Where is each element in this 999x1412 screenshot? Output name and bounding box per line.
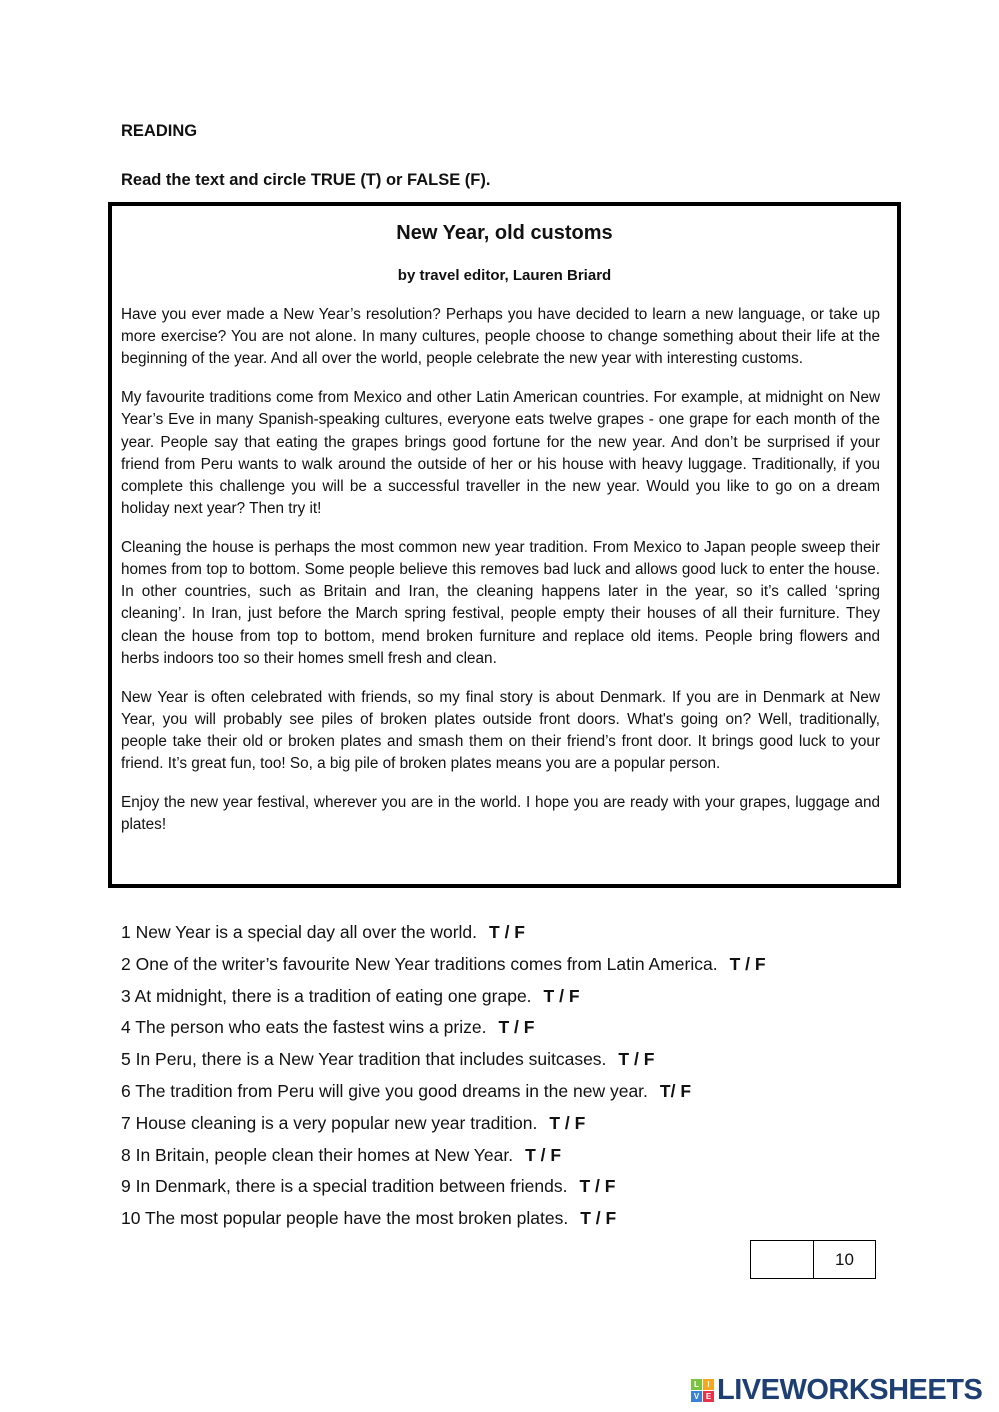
paragraph: Enjoy the new year festival, wherever you are in the world. I hope you are ready with your grapes, luggage and plates! [121,793,880,834]
question-text: 4 The person who eats the fastest wins a prize. [121,1017,487,1038]
true-false-choice[interactable]: T / F [543,985,580,1006]
true-false-choice[interactable]: T / F [729,953,766,974]
score-obtained [751,1241,814,1278]
question-item [121,952,766,984]
question-item [121,1143,766,1175]
question-text: 9 In Denmark, there is a special tradition between friends. [121,1176,568,1197]
question-text: 3 At midnight, there is a tradition of eating one grape. [121,985,532,1006]
question-list [121,920,766,1238]
question-item [121,984,766,1016]
question-text: 6 The tradition from Peru will give you good dreams in the new year. [121,1080,648,1101]
logo-tiles-icon: L I V E [691,1379,714,1402]
question-text: 1 New Year is a special day all over the world. [121,922,478,942]
article-box [108,202,901,888]
paragraph: My favourite traditions come from Mexico and other Latin American countries. For example, at midnight on New Year’s Eve in many Spanish-speaking cultures, everyone eats twelve grapes - one grape for each month of the year. People say that eating the grapes brings good fortune for the new year. And don’t be surprised if your friend from Peru wants to walk around the outside of her or his house with heavy luggage. Traditionally, if you complete this challenge you will be a successful traveller in the new year. Would you like to go on a dream holiday next year? Then try it! [121,389,880,518]
true-false-choice[interactable]: T / F [580,1208,617,1229]
paragraph: New Year is often celebrated with friends, so my final story is about Denmark. If you are in Denmark at New Year, you will probably see piles of broken plates outside front doors. What's going on? Well, traditionally, people take their old or broken plates and smash them on their friend’s front door. It brings good luck to your friend. It’s great fun, too! So, a big pile of broken plates means you are a popular person. [121,688,880,773]
true-false-choice[interactable]: T / F [498,1017,535,1038]
true-false-choice[interactable]: T / F [579,1176,616,1197]
question-item [121,920,766,952]
instruction: Read the text and circle TRUE (T) or FALSE (F). [121,171,491,189]
score-total: 10 [835,1250,854,1269]
question-item [121,1015,766,1047]
question-text: 7 House cleaning is a very popular new year tradition. [121,1112,538,1133]
true-false-choice[interactable]: T / F [618,1049,655,1070]
question-text: 2 One of the writer’s favourite New Year traditions comes from Latin America. [121,953,718,974]
liveworksheets-logo [691,1374,982,1407]
question-item [121,1047,766,1079]
true-false-choice[interactable]: T/ F [659,1080,692,1101]
question-item [121,1206,766,1238]
article-body [121,304,880,853]
true-false-choice[interactable]: T / F [549,1112,586,1133]
logo-wordmark: LIVEWORKSHEETS [717,1374,983,1406]
true-false-choice[interactable]: T / F [489,922,525,942]
question-text: 5 In Peru, there is a New Year tradition that includes suitcases. [121,1049,607,1070]
article-byline: by travel editor, Lauren Briard [397,267,612,284]
score-box [750,1240,876,1279]
article-title: New Year, old customs [396,222,613,244]
question-item [121,1079,766,1111]
question-item [121,1174,766,1206]
question-text: 10 The most popular people have the most broken plates. [121,1208,569,1229]
question-item [121,1111,766,1143]
section-heading: READING [121,122,198,140]
question-text: 8 In Britain, people clean their homes at New Year. [121,1144,514,1165]
paragraph: Cleaning the house is perhaps the most common new year tradition. From Mexico to Japan people sweep their homes from top to bottom. Some people believe this removes bad luck and allows good luck to enter the house. In other countries, such as Britain and Iran, the cleaning happens later in the year, so it’s called ‘spring cleaning’. In Iran, just before the March spring festival, people empty their houses of all their furniture. They clean the house from top to bottom, mend broken furniture and replace old items. People bring flowers and herbs indoors too so their homes smell fresh and clean. [121,538,880,667]
paragraph: Have you ever made a New Year’s resolution? Perhaps you have decided to learn a new language, or take up more exercise? You are not alone. In many cultures, people choose to change something about their life at the beginning of the year. And all over the world, people celebrate the new year with interesting customs. [121,306,880,368]
true-false-choice[interactable]: T / F [525,1144,562,1165]
